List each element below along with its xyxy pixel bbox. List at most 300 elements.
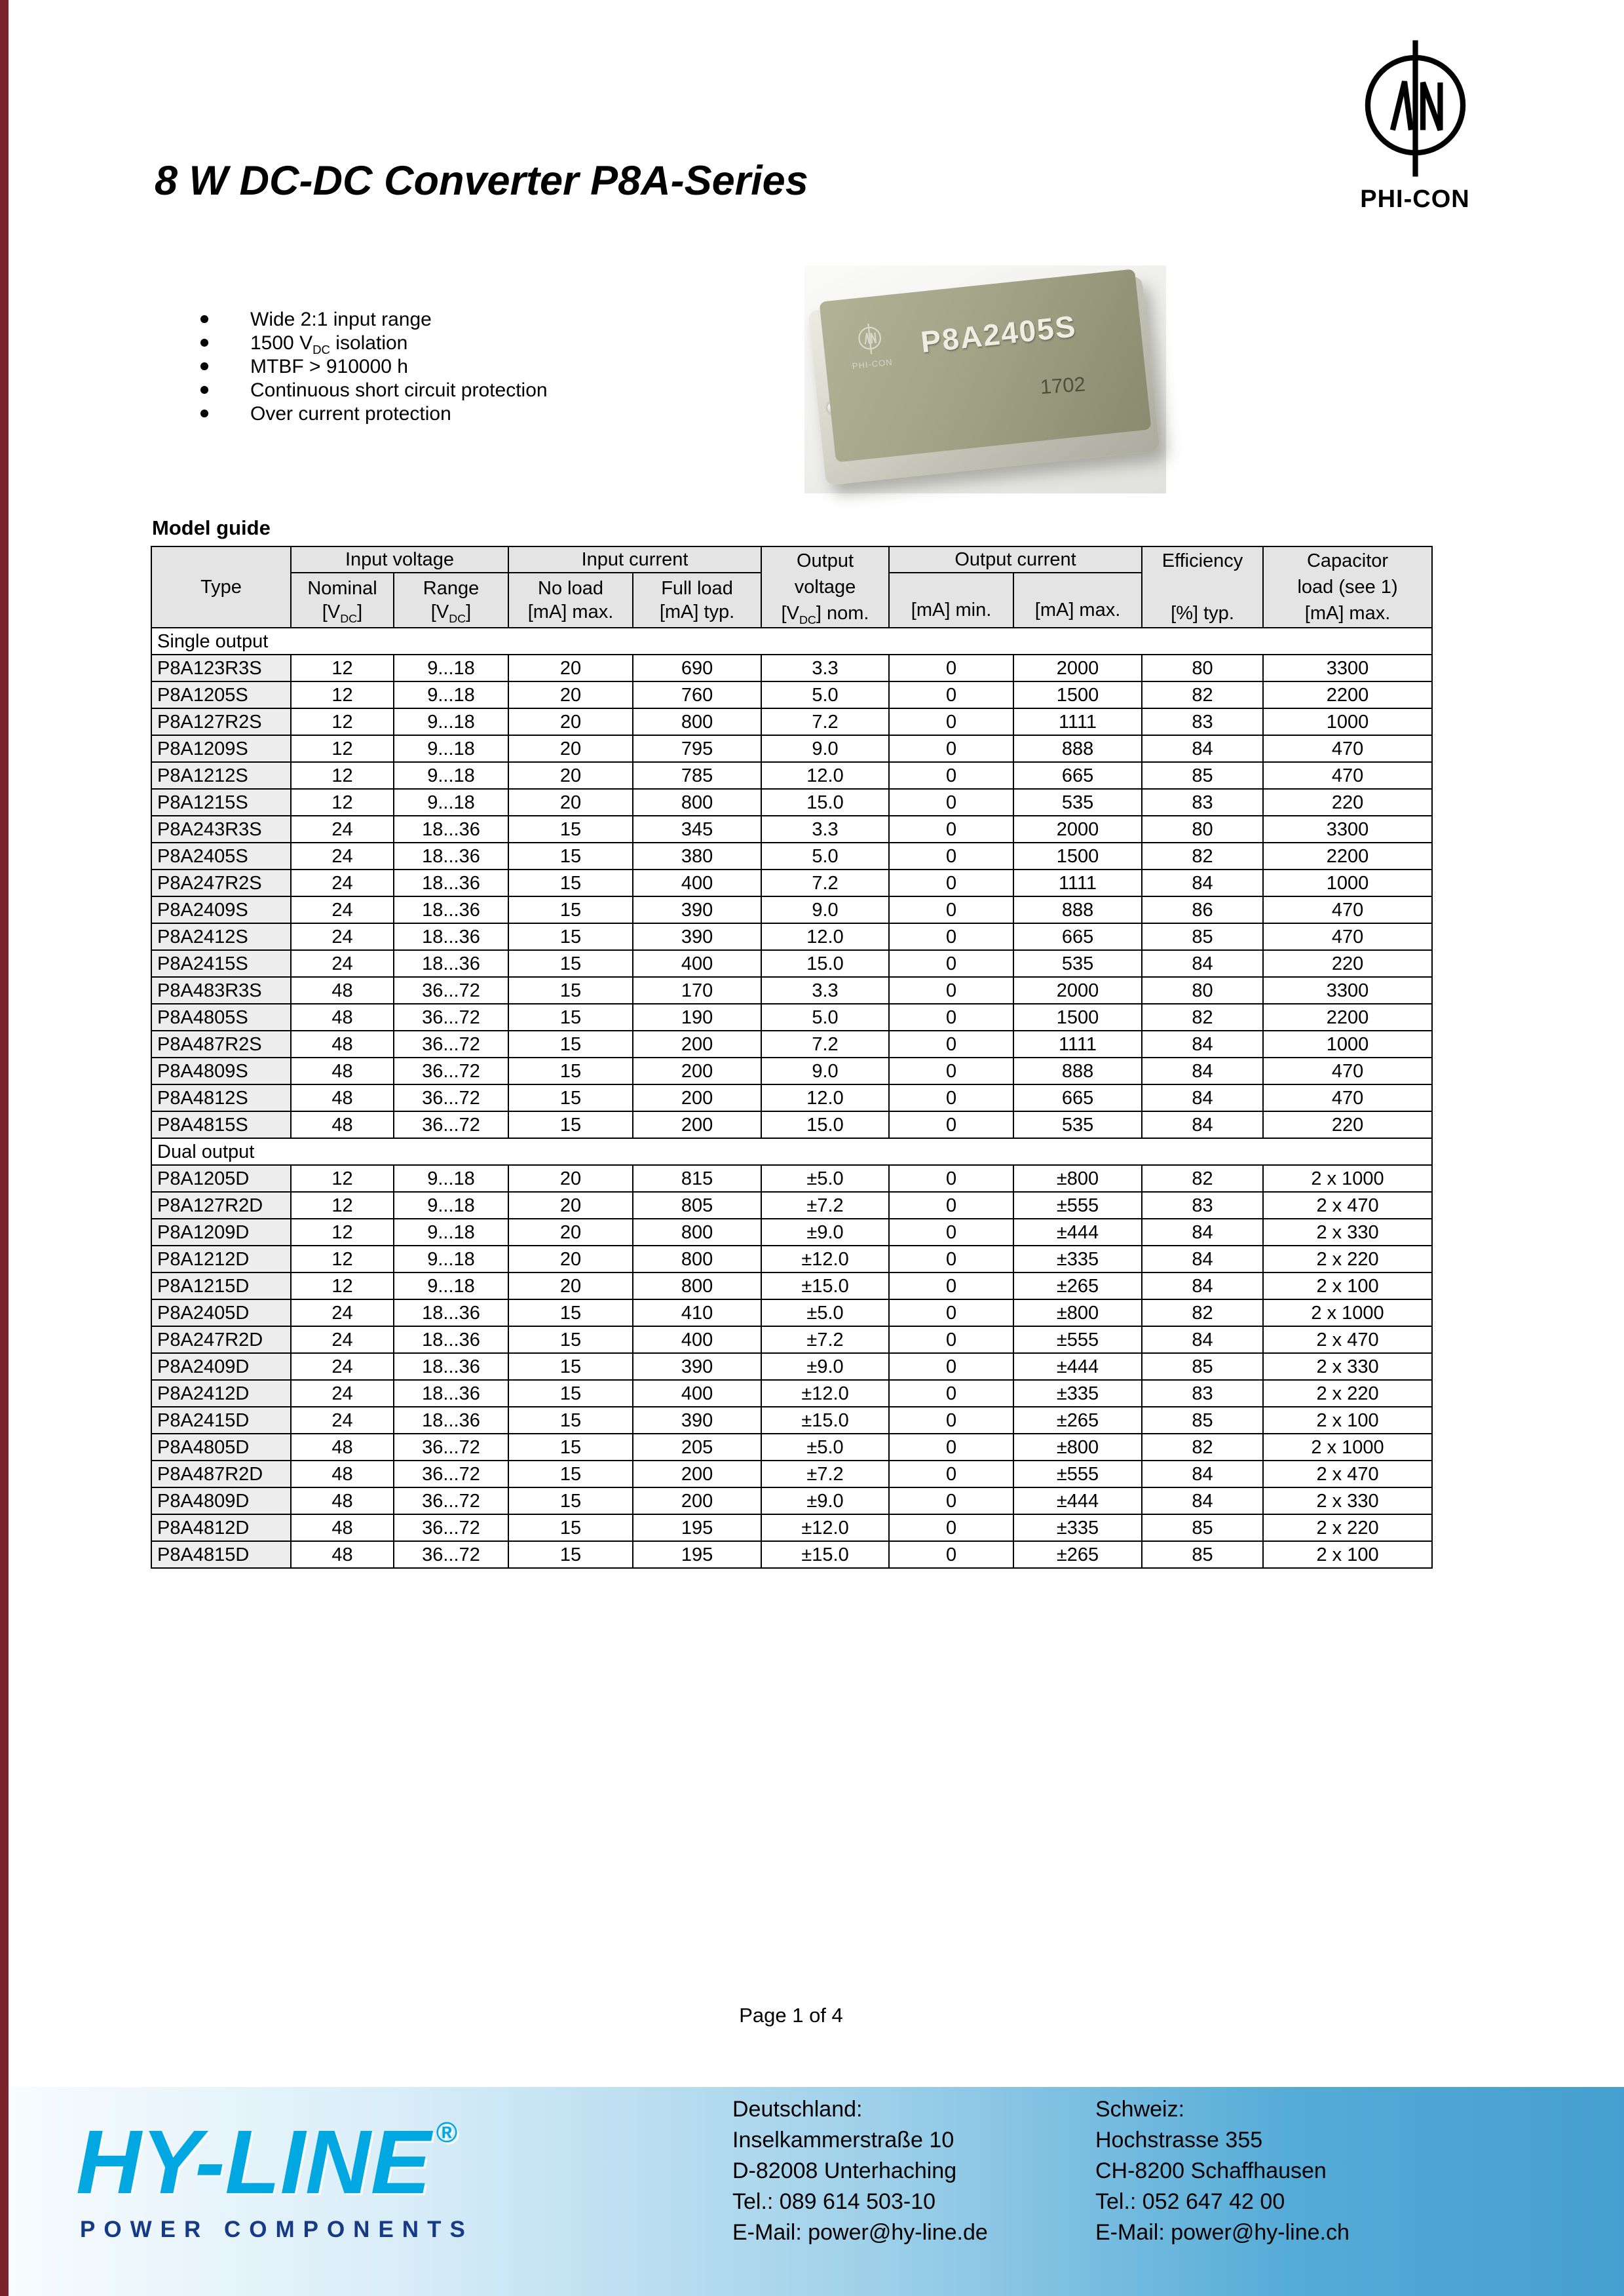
value-cell: 2200 <box>1263 843 1432 870</box>
model-type-cell: P8A4805S <box>151 1004 291 1031</box>
table-row <box>151 923 1432 950</box>
value-cell: 205 <box>633 1434 761 1461</box>
model-type-cell: P8A4812D <box>151 1514 291 1541</box>
value-cell: 15 <box>508 1353 633 1380</box>
col-header-type: Type <box>151 546 291 628</box>
value-cell: ±12.0 <box>761 1514 889 1541</box>
value-cell: 0 <box>889 735 1013 762</box>
value-cell: 9...18 <box>394 789 508 816</box>
value-cell: 1500 <box>1013 681 1142 708</box>
value-cell: 0 <box>889 923 1013 950</box>
value-cell: 690 <box>633 655 761 681</box>
value-cell: 9...18 <box>394 708 508 735</box>
value-cell: 48 <box>291 1514 394 1541</box>
value-cell: 2 x 330 <box>1263 1353 1432 1380</box>
value-cell: ±5.0 <box>761 1299 889 1326</box>
model-type-cell: P8A1209S <box>151 735 291 762</box>
value-cell: 2200 <box>1263 681 1432 708</box>
section-label: Single output <box>151 628 1432 655</box>
value-cell: 84 <box>1142 870 1263 896</box>
value-cell: ±335 <box>1013 1380 1142 1407</box>
model-type-cell: P8A4815S <box>151 1111 291 1138</box>
value-cell: 1000 <box>1263 870 1432 896</box>
registered-trademark-icon: ® <box>436 2116 458 2149</box>
model-type-cell: P8A4812S <box>151 1084 291 1111</box>
value-cell: 0 <box>889 1514 1013 1541</box>
value-cell: 18...36 <box>394 1407 508 1434</box>
value-cell: 36...72 <box>394 1487 508 1514</box>
value-cell: 20 <box>508 735 633 762</box>
value-cell: 760 <box>633 681 761 708</box>
value-cell: 18...36 <box>394 1353 508 1380</box>
value-cell: 1500 <box>1013 843 1142 870</box>
table-row <box>151 977 1432 1004</box>
value-cell: 84 <box>1142 1272 1263 1299</box>
value-cell: 18...36 <box>394 870 508 896</box>
address-line: CH-8200 Schaffhausen <box>1095 2158 1327 2183</box>
value-cell: 195 <box>633 1514 761 1541</box>
value-cell: 0 <box>889 1434 1013 1461</box>
value-cell: 0 <box>889 896 1013 923</box>
value-cell: 48 <box>291 1541 394 1568</box>
value-cell: 84 <box>1142 950 1263 977</box>
value-cell: 2 x 470 <box>1263 1461 1432 1487</box>
module-date-code: 1702 <box>1039 372 1086 399</box>
address-line: Tel.: 089 614 503-10 <box>732 2189 936 2214</box>
value-cell: 24 <box>291 870 394 896</box>
model-type-cell: P8A123R3S <box>151 655 291 681</box>
value-cell: 15 <box>508 896 633 923</box>
value-cell: 0 <box>889 762 1013 789</box>
model-type-cell: P8A243R3S <box>151 816 291 843</box>
value-cell: 83 <box>1142 789 1263 816</box>
value-cell: 84 <box>1142 1487 1263 1514</box>
module-image <box>819 269 1151 462</box>
value-cell: 665 <box>1013 1084 1142 1111</box>
feature-text: Over current protection <box>250 403 451 425</box>
value-cell: 83 <box>1142 1192 1263 1219</box>
value-cell: 9...18 <box>394 1192 508 1219</box>
value-cell: 36...72 <box>394 1058 508 1084</box>
table-row <box>151 1058 1432 1084</box>
value-cell: 48 <box>291 1487 394 1514</box>
value-cell: 15 <box>508 1434 633 1461</box>
value-cell: 15 <box>508 843 633 870</box>
value-cell: 2 x 100 <box>1263 1272 1432 1299</box>
value-cell: 0 <box>889 1031 1013 1058</box>
model-type-cell: P8A1212D <box>151 1246 291 1272</box>
value-cell: 1111 <box>1013 870 1142 896</box>
value-cell: 24 <box>291 843 394 870</box>
col-header-output-voltage: Output voltage $[V_{DC}]$ nom. <box>761 546 889 628</box>
value-cell: 3.3 <box>761 655 889 681</box>
table-row <box>151 870 1432 896</box>
col-header-no-load: No load [mA] max. <box>508 573 633 628</box>
table-row <box>151 735 1432 762</box>
value-cell: 12 <box>291 762 394 789</box>
value-cell: 24 <box>291 896 394 923</box>
section-row <box>151 1138 1432 1165</box>
section-row <box>151 628 1432 655</box>
phicon-mini-logo-text: PHI-CON <box>852 356 894 372</box>
feature-text: Continuous short circuit protection <box>250 379 548 401</box>
model-type-cell: P8A2412S <box>151 923 291 950</box>
value-cell: 9...18 <box>394 1219 508 1246</box>
value-cell: 84 <box>1142 1219 1263 1246</box>
value-cell: ±335 <box>1013 1514 1142 1541</box>
value-cell: 15.0 <box>761 1111 889 1138</box>
table-row <box>151 1434 1432 1461</box>
table-row <box>151 1246 1432 1272</box>
value-cell: 20 <box>508 1219 633 1246</box>
value-cell: 12 <box>291 1219 394 1246</box>
value-cell: 805 <box>633 1192 761 1219</box>
value-cell: 535 <box>1013 1111 1142 1138</box>
value-cell: ±335 <box>1013 1246 1142 1272</box>
table-row <box>151 1084 1432 1111</box>
value-cell: 12 <box>291 789 394 816</box>
table-row <box>151 1514 1432 1541</box>
value-cell: 20 <box>508 1192 633 1219</box>
phicon-mini-logo-icon <box>856 322 884 356</box>
model-type-cell: P8A2412D <box>151 1380 291 1407</box>
value-cell: 48 <box>291 1004 394 1031</box>
address-line: D-82008 Unterhaching <box>732 2158 957 2183</box>
country-label-germany: Deutschland: <box>732 2097 863 2122</box>
value-cell: ±9.0 <box>761 1219 889 1246</box>
value-cell: 12.0 <box>761 923 889 950</box>
value-cell: 0 <box>889 950 1013 977</box>
value-cell: 0 <box>889 1353 1013 1380</box>
bullet-icon <box>200 315 208 323</box>
value-cell: 0 <box>889 708 1013 735</box>
table-row <box>151 1380 1432 1407</box>
value-cell: 390 <box>633 1353 761 1380</box>
footer-germany <box>732 2094 988 2248</box>
table-row <box>151 1541 1432 1568</box>
value-cell: 20 <box>508 1246 633 1272</box>
model-type-cell: P8A127R2S <box>151 708 291 735</box>
value-cell: 888 <box>1013 1058 1142 1084</box>
table-row <box>151 762 1432 789</box>
value-cell: 82 <box>1142 1165 1263 1192</box>
table-row <box>151 843 1432 870</box>
value-cell: 785 <box>633 762 761 789</box>
model-type-cell: P8A487R2D <box>151 1461 291 1487</box>
value-cell: 12 <box>291 735 394 762</box>
value-cell: 0 <box>889 1004 1013 1031</box>
value-cell: 85 <box>1142 762 1263 789</box>
value-cell: 48 <box>291 1058 394 1084</box>
value-cell: 200 <box>633 1058 761 1084</box>
module-model-label: P8A2405S <box>918 309 1078 359</box>
table-row <box>151 681 1432 708</box>
value-cell: 18...36 <box>394 1299 508 1326</box>
value-cell: 84 <box>1142 1084 1263 1111</box>
value-cell: 190 <box>633 1004 761 1031</box>
model-type-cell: P8A483R3S <box>151 977 291 1004</box>
value-cell: 15.0 <box>761 789 889 816</box>
col-header-output-min: [mA] min. <box>889 573 1013 628</box>
model-type-cell: P8A2415D <box>151 1407 291 1434</box>
col-header-efficiency: Efficiency [%] typ. <box>1142 546 1263 628</box>
model-type-cell: P8A1205S <box>151 681 291 708</box>
value-cell: 0 <box>889 1487 1013 1514</box>
table-row <box>151 1353 1432 1380</box>
value-cell: 84 <box>1142 1058 1263 1084</box>
value-cell: 0 <box>889 1219 1013 1246</box>
value-cell: 9...18 <box>394 1272 508 1299</box>
value-cell: 1000 <box>1263 708 1432 735</box>
value-cell: 470 <box>1263 1058 1432 1084</box>
value-cell: 3300 <box>1263 655 1432 681</box>
table-row <box>151 789 1432 816</box>
value-cell: 24 <box>291 1299 394 1326</box>
table-row <box>151 1192 1432 1219</box>
group-header-output-current: Output current <box>889 546 1142 573</box>
value-cell: 20 <box>508 762 633 789</box>
table-row <box>151 1165 1432 1192</box>
model-type-cell: P8A2409D <box>151 1353 291 1380</box>
address-line: Tel.: 052 647 42 00 <box>1095 2189 1285 2214</box>
value-cell: 15 <box>508 1541 633 1568</box>
value-cell: 18...36 <box>394 896 508 923</box>
table-row <box>151 950 1432 977</box>
value-cell: 12 <box>291 1246 394 1272</box>
bullet-icon <box>200 410 208 417</box>
value-cell: 220 <box>1263 1111 1432 1138</box>
value-cell: 48 <box>291 1111 394 1138</box>
value-cell: 84 <box>1142 1031 1263 1058</box>
model-table-body <box>151 628 1432 1568</box>
value-cell: 400 <box>633 870 761 896</box>
model-guide-heading: Model guide <box>152 516 271 539</box>
value-cell: 36...72 <box>394 1541 508 1568</box>
value-cell: 2000 <box>1013 977 1142 1004</box>
value-cell: 86 <box>1142 896 1263 923</box>
value-cell: 3.3 <box>761 816 889 843</box>
value-cell: 800 <box>633 789 761 816</box>
value-cell: 2 x 470 <box>1263 1192 1432 1219</box>
value-cell: 2000 <box>1013 816 1142 843</box>
value-cell: 24 <box>291 1353 394 1380</box>
value-cell: ±7.2 <box>761 1461 889 1487</box>
model-guide-table <box>151 546 1433 1569</box>
feature-item <box>200 332 548 355</box>
address-lines-switzerland <box>1095 2125 1350 2248</box>
value-cell: 2 x 100 <box>1263 1407 1432 1434</box>
value-cell: ±555 <box>1013 1326 1142 1353</box>
model-type-cell: P8A1209D <box>151 1219 291 1246</box>
value-cell: 2 x 330 <box>1263 1487 1432 1514</box>
value-cell: 5.0 <box>761 843 889 870</box>
phicon-mini-logo <box>848 321 893 371</box>
value-cell: 200 <box>633 1487 761 1514</box>
table-row <box>151 1407 1432 1434</box>
value-cell: 1000 <box>1263 1031 1432 1058</box>
table-row <box>151 655 1432 681</box>
value-cell: 36...72 <box>394 977 508 1004</box>
value-cell: 3300 <box>1263 816 1432 843</box>
value-cell: 345 <box>633 816 761 843</box>
value-cell: 0 <box>889 1084 1013 1111</box>
feature-text: 1500 $V_{DC}$ isolation <box>250 332 408 356</box>
value-cell: 0 <box>889 1407 1013 1434</box>
value-cell: 200 <box>633 1084 761 1111</box>
model-type-cell: P8A127R2D <box>151 1192 291 1219</box>
address-line: Hochstrasse 355 <box>1095 2128 1263 2152</box>
value-cell: 36...72 <box>394 1461 508 1487</box>
value-cell: 220 <box>1263 789 1432 816</box>
value-cell: 0 <box>889 1246 1013 1272</box>
value-cell: 12 <box>291 1165 394 1192</box>
value-cell: ±555 <box>1013 1461 1142 1487</box>
feature-text: Wide 2:1 input range <box>250 309 432 330</box>
value-cell: 3.3 <box>761 977 889 1004</box>
value-cell: 12 <box>291 681 394 708</box>
table-row <box>151 708 1432 735</box>
page-edge-artifact <box>0 0 9 2296</box>
value-cell: 665 <box>1013 923 1142 950</box>
value-cell: 36...72 <box>394 1434 508 1461</box>
value-cell: 390 <box>633 1407 761 1434</box>
value-cell: 380 <box>633 843 761 870</box>
value-cell: 400 <box>633 1380 761 1407</box>
value-cell: ±9.0 <box>761 1487 889 1514</box>
value-cell: 82 <box>1142 1004 1263 1031</box>
value-cell: 200 <box>633 1031 761 1058</box>
value-cell: 0 <box>889 1192 1013 1219</box>
value-cell: 15 <box>508 1461 633 1487</box>
value-cell: 12 <box>291 1192 394 1219</box>
value-cell: 800 <box>633 1219 761 1246</box>
value-cell: 0 <box>889 1380 1013 1407</box>
col-header-nominal: Nominal $[V_{DC}]$ <box>291 573 394 628</box>
value-cell: 9...18 <box>394 762 508 789</box>
model-type-cell: P8A4809D <box>151 1487 291 1514</box>
address-line: E-Mail: power@hy-line.de <box>732 2220 988 2245</box>
model-type-cell: P8A487R2S <box>151 1031 291 1058</box>
model-type-cell: P8A4809S <box>151 1058 291 1084</box>
address-lines-germany <box>732 2125 988 2248</box>
value-cell: 85 <box>1142 1541 1263 1568</box>
section-label: Dual output <box>151 1138 1432 1165</box>
value-cell: 470 <box>1263 896 1432 923</box>
value-cell: 220 <box>1263 950 1432 977</box>
value-cell: 84 <box>1142 1246 1263 1272</box>
table-row <box>151 1219 1432 1246</box>
value-cell: 80 <box>1142 655 1263 681</box>
value-cell: 15 <box>508 1407 633 1434</box>
value-cell: 15 <box>508 1004 633 1031</box>
value-cell: 84 <box>1142 1461 1263 1487</box>
value-cell: 18...36 <box>394 950 508 977</box>
value-cell: ±265 <box>1013 1541 1142 1568</box>
value-cell: ±12.0 <box>761 1246 889 1272</box>
value-cell: 12 <box>291 708 394 735</box>
value-cell: 0 <box>889 1541 1013 1568</box>
value-cell: 0 <box>889 816 1013 843</box>
value-cell: 7.2 <box>761 708 889 735</box>
value-cell: 15 <box>508 870 633 896</box>
value-cell: 400 <box>633 950 761 977</box>
value-cell: 5.0 <box>761 681 889 708</box>
value-cell: 0 <box>889 1326 1013 1353</box>
value-cell: 470 <box>1263 1084 1432 1111</box>
group-header-input-voltage: Input voltage <box>291 546 508 573</box>
value-cell: 7.2 <box>761 870 889 896</box>
value-cell: 82 <box>1142 1434 1263 1461</box>
group-header-input-current: Input current <box>508 546 761 573</box>
hyline-logo <box>76 2112 474 2243</box>
value-cell: 7.2 <box>761 1031 889 1058</box>
value-cell: 48 <box>291 977 394 1004</box>
value-cell: 390 <box>633 896 761 923</box>
country-label-switzerland: Schweiz: <box>1095 2097 1185 2122</box>
value-cell: 195 <box>633 1541 761 1568</box>
value-cell: 84 <box>1142 735 1263 762</box>
value-cell: 15 <box>508 1299 633 1326</box>
value-cell: 20 <box>508 708 633 735</box>
value-cell: 9...18 <box>394 655 508 681</box>
value-cell: 0 <box>889 789 1013 816</box>
value-cell: 85 <box>1142 1407 1263 1434</box>
address-line: Inselkammerstraße 10 <box>732 2128 954 2152</box>
value-cell: 410 <box>633 1299 761 1326</box>
phicon-logo-text: PHI-CON <box>1360 185 1470 213</box>
table-row <box>151 1487 1432 1514</box>
bullet-icon <box>200 386 208 394</box>
table-row <box>151 1111 1432 1138</box>
value-cell: 12 <box>291 655 394 681</box>
value-cell: 170 <box>633 977 761 1004</box>
value-cell: 2 x 1000 <box>1263 1165 1432 1192</box>
phicon-logo-icon <box>1361 38 1469 179</box>
value-cell: 24 <box>291 1380 394 1407</box>
bullet-icon <box>200 339 208 347</box>
value-cell: 888 <box>1013 896 1142 923</box>
value-cell: 15.0 <box>761 950 889 977</box>
table-row <box>151 1031 1432 1058</box>
value-cell: 795 <box>633 735 761 762</box>
value-cell: 15 <box>508 1084 633 1111</box>
value-cell: 9.0 <box>761 735 889 762</box>
value-cell: ±7.2 <box>761 1326 889 1353</box>
value-cell: 400 <box>633 1326 761 1353</box>
value-cell: ±265 <box>1013 1407 1142 1434</box>
hyline-wordmark: HY-LINE ® <box>76 2112 458 2213</box>
value-cell: 20 <box>508 681 633 708</box>
value-cell: 665 <box>1013 762 1142 789</box>
value-cell: ±7.2 <box>761 1192 889 1219</box>
address-line: E-Mail: power@hy-line.ch <box>1095 2220 1350 2245</box>
value-cell: 15 <box>508 977 633 1004</box>
value-cell: 2 x 1000 <box>1263 1299 1432 1326</box>
value-cell: 85 <box>1142 1353 1263 1380</box>
value-cell: 24 <box>291 950 394 977</box>
value-cell: 48 <box>291 1461 394 1487</box>
value-cell: 200 <box>633 1111 761 1138</box>
feature-list <box>200 308 548 426</box>
feature-item <box>200 308 548 332</box>
value-cell: 15 <box>508 1111 633 1138</box>
value-cell: 0 <box>889 655 1013 681</box>
hyline-tagline: POWER COMPONENTS <box>80 2217 474 2242</box>
value-cell: 36...72 <box>394 1031 508 1058</box>
value-cell: 2 x 470 <box>1263 1326 1432 1353</box>
value-cell: ±800 <box>1013 1299 1142 1326</box>
table-row <box>151 1004 1432 1031</box>
